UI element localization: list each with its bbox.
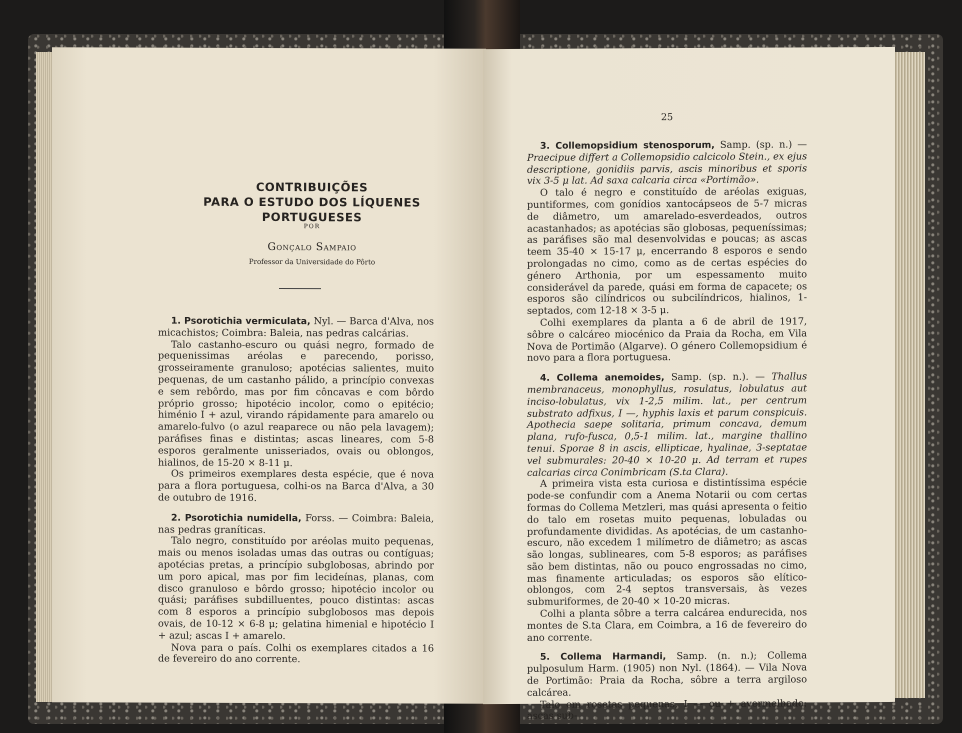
species-3-description: O talo é negro e constituído de aréolas exiguas, puntiformes, com gonídios xantocápseos de 5-7 micras de diâmetro, um amarelado-esverdeados, outros acastanhados; as apotécias são globosas, pequeníssimas; as paráfises são mal desenvolvidas e poucas; as ascas teem 35-40 × 15-17 μ, encerrando 8 esporos e sendo prolongadas no cimo, como as de certas espécies do género Arthonia, por um espessamento muito considerável da parede, quási em forma de capacete; os esporos são cilíndricos ou subcilíndricos, hialinos, 1-septados, com 12-18 × 3-5 μ. (527, 186, 807, 318)
author-affiliation: Professor da Universidade do Pôrto (248, 257, 376, 267)
title-divider (279, 288, 321, 289)
right-body-text (527, 139, 807, 723)
right-page (483, 47, 895, 723)
species-1-paragraph: 1. Psorotichia vermiculata, Nyl. — Barca d'Alva, nos micachistos; Coimbra: Baleia, nas pedras calcárias. (158, 315, 434, 340)
byline-por: POR (303, 223, 321, 231)
species-1-name: 1. Psorotichia vermiculata, (171, 315, 311, 328)
species-1-description: Talo castanho-escuro ou quási negro, formado de pequenissimas aréolas e parecendo, porisso, grosseiramente granuloso; apotécias salientes, muito pequenas, de um castanho pálido, a princípio convexas e sem rebôrdo, mas por fim côncavas e com bôrdo próprio grosso; hipotécio incolor, como o epitécio; himénio I + azul, virando rápidamente para amarelo ou amarelo-fulvo (o azul reaparece ou não pela lavagem); paráfises finas e distintas; ascas lineares, com 5-8 esporos geralmente unisseriados, ovais ou oblongos, hialinos, de 15-20 × 8-11 μ. (158, 339, 434, 469)
species-3-name: 3. Collemopsidium stenosporum, (540, 139, 715, 152)
species-5-paragraph: 5. Collema Harmandi, Samp. (n. n.); Collema pulposulum Harm. (1905) non Nyl. (1864). — Vila Nova de Portimão: Praia da Rocha, sôbre a terra argiloso calcárea. (527, 650, 807, 699)
page-edges-right (893, 52, 925, 698)
left-page (52, 47, 486, 704)
left-body-text (158, 316, 434, 667)
page-number: 25 (661, 112, 674, 124)
species-4-paragraph: 4. Collema anemoides, Samp. (sp. n.). — Thallus membranaceus, monophyllus, rosulatus, lobulatus aut inciso-lobulatus, vix 1-2,5 milim. lat., per centrum substrato adfixus, I —, hyphis laxis et parum conspicuis. Apothecia saepe solitaria, primum concava, demum plana, rufo-fusca, 0,5-1 milim. lat., margine thallino tenui. Sporae 8 in ascis, ellipticae, hyalinae, 3-septatae vel submurales: 20-40 × 10-20 μ. Ad terram et rupes calcarias circa Conimbricam (S.ta Clara). (527, 371, 807, 479)
species-2-paragraph: 2. Psorotichia numidella, Forss. — Coimbra: Baleia, nas pedras graníticas. (158, 512, 434, 536)
article-title: CONTRIBUIÇÕES PARA O ESTUDO DOS LÍQUENES PORTUGUESES (203, 179, 421, 225)
species-2-description: Talo negro, constituído por aréolas muito pequenas, mais ou menos isoladas umas das outras ou contíguas; apotécias pretas, a princípio subglobosas, abrindo por um poro apical, mas por fim lecideínas, planas, com disco granuloso e bôrdo grosso; hipotécio incolor ou quási; paráfises subdilluentes, pouco distintas: ascas com 8 esporos a princípio subglobosos mas depois ovais, de 10-12 × 6-8 μ; gelatina himenial e hipotécio I + azul; ascas I + amarelo. (158, 536, 434, 642)
species-3-note: Colhi exemplares da planta a 6 de abril de 1917, sôbre o calcáreo miocénico da Praia da Rocha, em Vila Nova de Portimão (Algarve). O género Collemopsidium é novo para a flora portuguesa. (527, 316, 807, 365)
species-2-note: Nova para o país. Colhi os exemplares citados a 16 de fevereiro do ano corrente. (158, 642, 434, 666)
species-5-name: 5. Collema Harmandi, (540, 651, 667, 664)
species-4-description: A primeira vista esta curiosa e distintíssima espécie pode-se confundir com a Anema Notarii ou com certas formas do Collema Metzleri, mas quási apresenta o feitio do talo em rosetas muito pequenas, lobuladas ou profundamente divididas. As apotécias, de um castanho-escuro, não excedem 1 milímetro de diâmetro; as ascas são longas, sublineares, com 5-8 esporos; as paráfises são bem distintas, não ou pouco engrossadas no cimo, mas finamente articuladas; os esporos são elítico-oblongos, com 2-4 septos transversais, às vezes submuriformes, de 20-40 × 10-20 micras. (527, 477, 807, 609)
author-name: Gonçalo Sampaio (267, 240, 357, 254)
species-2-name: 2. Psorotichia numidella, (171, 512, 302, 524)
species-4-note: Colhi a planta sôbre a terra calcárea endurecida, nos montes de S.ta Clara, em Coimbra, a 16 de fevereiro do ano corrente. (527, 607, 807, 644)
species-4-name: 4. Collema anemoides, (540, 372, 665, 384)
species-3-paragraph: 3. Collemopsidium stenosporum, Samp. (sp. n.) — Praecipue differt a Collemopsidio calcicolo Stein., ex ejus descriptione, gonidiis parvis, ascis minoribus et sporis vix 3-5 μ lat. Ad saxa calcaria circa «Portimão». (527, 139, 807, 188)
species-5-description: Talo em rosetas pequenas, I — ou + avermelhado; ascas sub- (527, 698, 807, 723)
species-1-note: Os primeiros exemplares desta espécie, que é nova para a flora portuguesa, colhi-os na Barca d'Alva, a 30 de outubro de 1916. (158, 469, 434, 504)
